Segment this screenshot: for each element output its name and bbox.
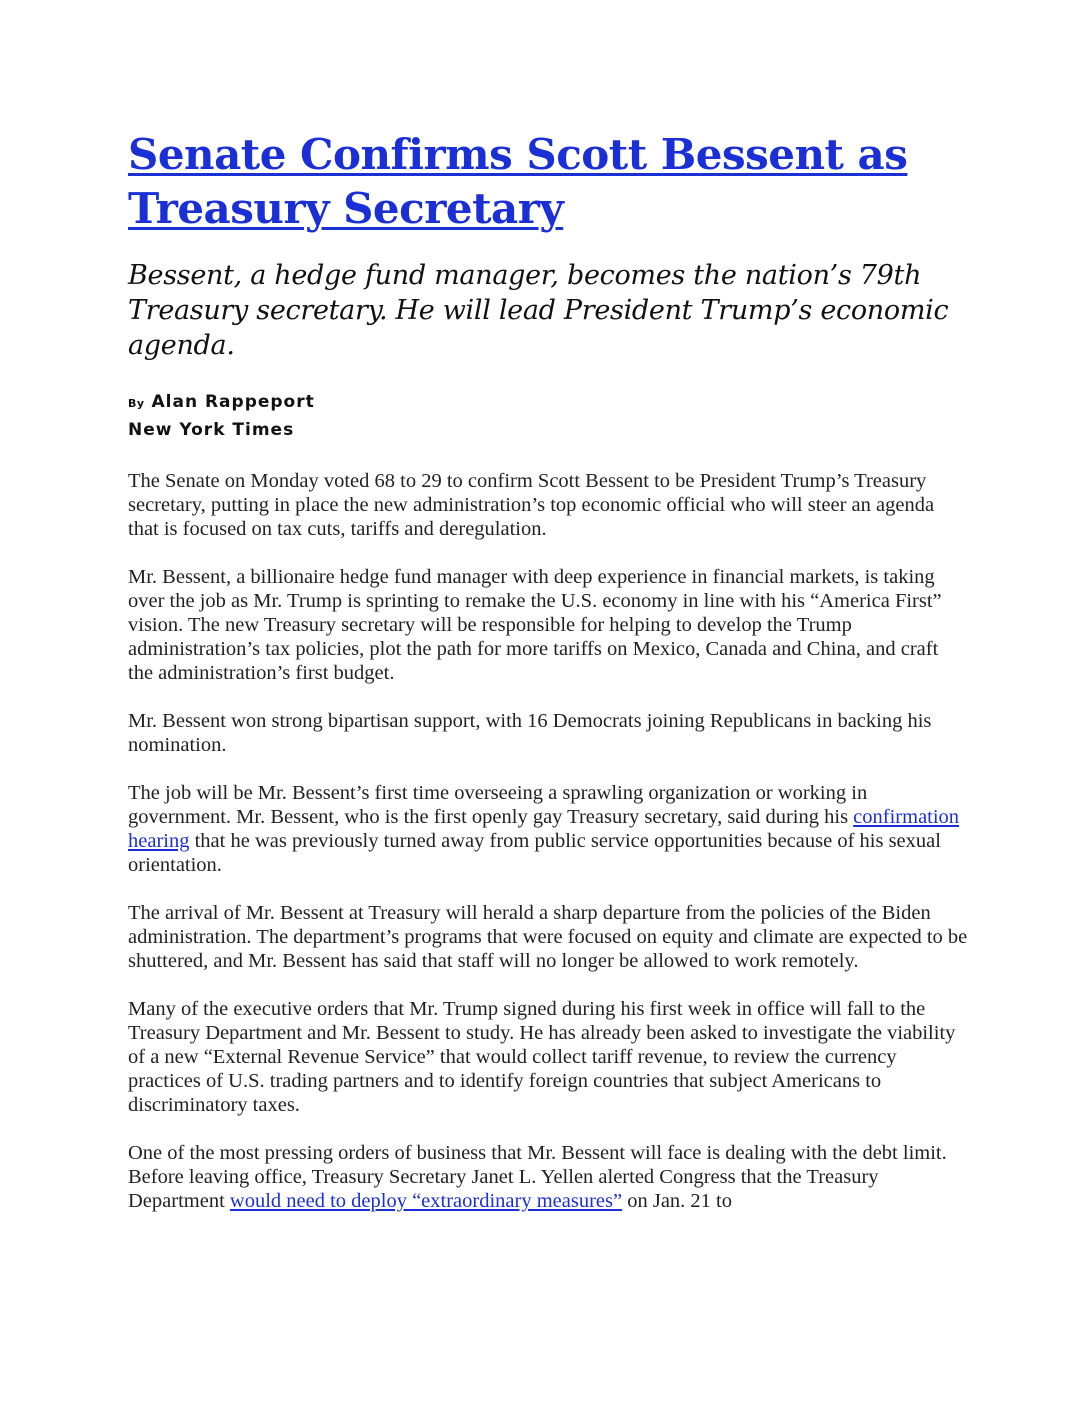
paragraph-2: Mr. Bessent, a billionaire hedge fund manager with deep experience in financial markets, is taking over the job as Mr. Trump is sprinting to remake the U.S. economy in line with his “America First” vision. The new Treasury secretary will be responsible for helping to develop the Trump administration’s tax policies, plot the path for more tariffs on Mexico, Canada and China, and craft the administration’s first budget.: [128, 566, 942, 684]
byline-publication: New York Times: [128, 420, 295, 440]
byline-author: Alan Rappeport: [151, 392, 315, 412]
paragraph-4-text-after: that he was previously turned away from public service opportunities because of his sexual orientation.: [128, 830, 941, 876]
paragraph-6: Many of the executive orders that Mr. Trump signed during his first week in office will fall to the Treasury Department and Mr. Bessent to study. He has already been asked to investigate the viability of a new “External Revenue Service” that would collect tariff revenue, to review the currency practices of U.S. trading partners and to identify foreign countries that subject Americans to discriminatory taxes.: [128, 998, 956, 1116]
byline: [128, 389, 968, 443]
article-body: [128, 469, 968, 1213]
paragraph-3: Mr. Bessent won strong bipartisan support, with 16 Democrats joining Republicans in backing his nomination.: [128, 710, 932, 756]
paragraph-7-text-after: on Jan. 21 to: [622, 1190, 732, 1212]
extraordinary-measures-link[interactable]: would need to deploy “extraordinary measures”: [229, 1190, 623, 1212]
paragraph-5: The arrival of Mr. Bessent at Treasury will herald a sharp departure from the policies of the Biden administration. The department’s programs that were focused on equity and climate are expected to be shuttered, and Mr. Bessent has said that staff will no longer be allowed to work remotely.: [128, 902, 968, 972]
byline-author-line: [128, 389, 968, 417]
paragraph-7-text-before: One of the most pressing orders of business that Mr. Bessent will face is dealing with the debt limit. Before leaving office, Treasury Secretary Janet L. Yellen alerted Congress that the Treasury Department: [128, 1142, 947, 1212]
paragraph-1: The Senate on Monday voted 68 to 29 to confirm Scott Bessent to be President Trump’s Treasury secretary, putting in place the new administration’s top economic official who will steer an agenda that is focused on tax cuts, tariffs and deregulation.: [128, 470, 935, 540]
paragraph-4: [128, 781, 968, 877]
headline-link[interactable]: Senate Confirms Scott Bessent as Treasury Secretary: [128, 130, 908, 233]
article-subheadline: Bessent, a hedge fund manager, becomes the nation’s 79th Treasury secretary. He will lead President Trump’s economic agenda.: [128, 260, 949, 361]
byline-prefix: By: [128, 397, 145, 410]
paragraph-4-text-before: The job will be Mr. Bessent’s first time overseeing a sprawling organization or working in government. Mr. Bessent, who is the first openly gay Treasury secretary, said during his: [128, 782, 868, 828]
article-headline: [128, 128, 968, 236]
confirmation-hearing-link[interactable]: confirmation hearing: [128, 806, 960, 852]
paragraph-7: [128, 1141, 968, 1213]
article: [128, 128, 968, 1237]
